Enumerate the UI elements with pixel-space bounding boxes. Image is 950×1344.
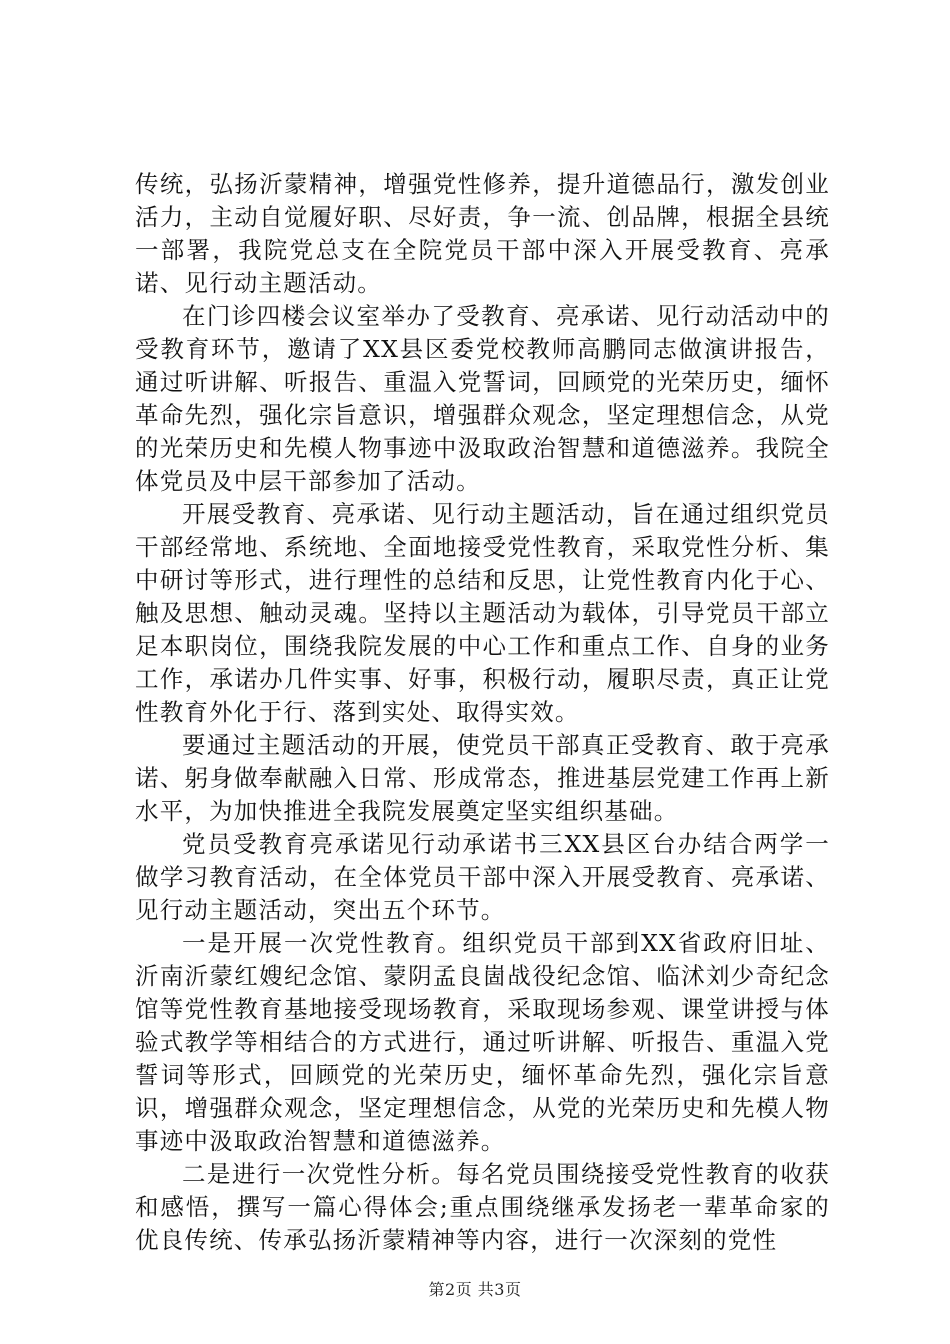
paragraph-6: 一是开展一次党性教育。组织党员干部到XX省政府旧址、沂南沂蒙红嫂纪念馆、蒙阴孟良崮战役纪念馆、临沭刘少奇纪念馆等党性教育基地接受现场教育，采取现场参观、课堂讲授与体验式教学等相结合的方式进行，通过听讲解、听报告、重温入党誓词等形式，回顾党的光荣历史，缅怀革命先烈，强化宗旨意识，增强群众观念，坚定理想信念，从党的光荣历史和先模人物事迹中汲取政治智慧和道德滋养。	[135, 929, 830, 1155]
paragraph-7: 二是进行一次党性分析。每名党员围绕接受党性教育的收获和感悟，撰写一篇心得体会;重点围绕继承发扬老一辈革命家的优良传统、传承弘扬沂蒙精神等内容，进行一次深刻的党性	[135, 1160, 830, 1254]
paragraph-3: 开展受教育、亮承诺、见行动主题活动，旨在通过组织党员干部经常地、系统地、全面地接受党性教育，采取党性分析、集中研讨等形式，进行理性的总结和反思，让党性教育内化于心、触及思想、触动灵魂。坚持以主题活动为载体，引导党员干部立足本职岗位，围绕我院发展的中心工作和重点工作、自身的业务工作，承诺办几件实事、好事，积极行动，履职尽责，真正让党性教育外化于行、落到实处、取得实效。	[135, 500, 830, 726]
paragraph-4: 要通过主题活动的开展，使党员干部真正受教育、敢于亮承诺、躬身做奉献融入日常、形成常态，推进基层党建工作再上新水平，为加快推进全我院发展奠定坚实组织基础。	[135, 731, 830, 825]
page-number-label: 第2页 共3页	[428, 1280, 522, 1299]
document-body	[135, 168, 830, 1257]
paragraph-5: 党员受教育亮承诺见行动承诺书三XX县区台办结合两学一做学习教育活动，在全体党员干部中深入开展受教育、亮承诺、见行动主题活动，突出五个环节。	[135, 830, 830, 924]
paragraph-2: 在门诊四楼会议室举办了受教育、亮承诺、见行动活动中的受教育环节，邀请了XX县区委党校教师高鹏同志做演讲报告，通过听讲解、听报告、重温入党誓词，回顾党的光荣历史，缅怀革命先烈，强化宗旨意识，增强群众观念，坚定理想信念，从党的光荣历史和先模人物事迹中汲取政治智慧和道德滋养。我院全体党员及中层干部参加了活动。	[135, 302, 830, 495]
paragraph-1: 传统，弘扬沂蒙精神，增强党性修养，提升道德品行，激发创业活力，主动自觉履好职、尽好责，争一流、创品牌，根据全县统一部署，我院党总支在全院党员干部中深入开展受教育、亮承诺、见行动主题活动。	[135, 170, 830, 297]
page-footer	[0, 1280, 950, 1300]
